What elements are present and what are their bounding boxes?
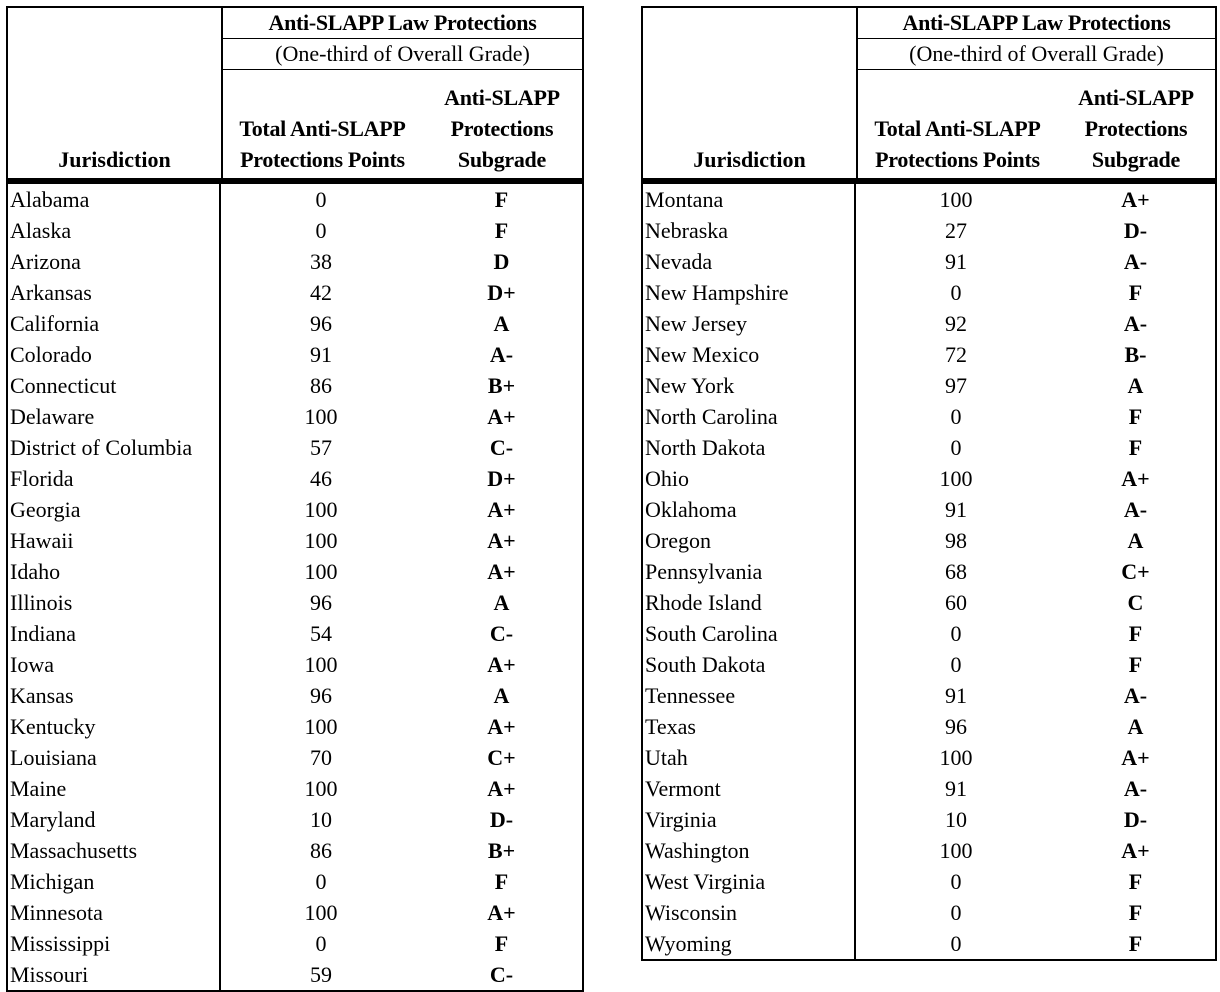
jurisdiction-column-header: Jurisdiction [58,147,171,172]
table-row [8,680,582,711]
table-row [643,804,1215,835]
jurisdiction-cell: Delaware [8,401,221,432]
points-cell: 100 [304,528,338,553]
table-row [8,742,582,773]
jurisdiction-cell: North Dakota [643,432,856,463]
jurisdiction-cell: West Virginia [643,866,856,897]
subgrade-cell: D- [1123,218,1148,243]
table-row [8,308,582,339]
points-cell: 96 [310,311,332,336]
jurisdiction-cell: Alabama [8,184,221,215]
points-cell: 100 [304,714,338,739]
table-row [8,494,582,525]
table-row [8,401,582,432]
table-row [643,742,1215,773]
subgrade-cell: A+ [1121,187,1150,212]
jurisdiction-cell: Texas [643,711,856,742]
subgrade-cell: F [1128,869,1143,894]
jurisdiction-cell: Alaska [8,215,221,246]
subgrade-cell: A- [1123,311,1148,336]
points-cell: 0 [315,869,327,894]
subgrade-cell: A+ [1121,466,1150,491]
table-row [643,556,1215,587]
protections-header-group [856,8,1215,178]
subgrade-cell: D+ [487,280,516,305]
subgrade-cell: A- [489,342,514,367]
table-row [643,463,1215,494]
subgrade-cell: F [1128,900,1143,925]
table-row [643,897,1215,928]
subgrade-cell: F [494,187,509,212]
subgrade-column-header: Anti-SLAPP Protections Subgrade [1078,85,1194,172]
jurisdiction-column-header: Jurisdiction [693,147,806,172]
table-row [643,835,1215,866]
table-row [8,525,582,556]
points-cell: 0 [950,652,962,677]
points-cell: 0 [950,869,962,894]
points-cell: 96 [310,683,332,708]
subgrade-cell: A- [1123,683,1148,708]
points-cell: 0 [950,931,962,956]
subgrade-cell: D+ [487,466,516,491]
jurisdiction-cell: Montana [643,184,856,215]
subgrade-cell: D- [1123,807,1148,832]
jurisdiction-cell: Wisconsin [643,897,856,928]
points-cell: 86 [310,373,332,398]
table-row [8,773,582,804]
points-cell: 68 [945,559,967,584]
group-subtitle: (One-third of Overall Grade) [858,39,1215,70]
points-cell: 0 [950,621,962,646]
table-row [8,866,582,897]
points-cell: 86 [310,838,332,863]
points-cell: 0 [315,931,327,956]
table-row [643,525,1215,556]
points-cell: 97 [945,373,967,398]
table-row [8,370,582,401]
subgrade-cell: D [493,249,510,274]
table-row [643,618,1215,649]
points-cell: 0 [950,404,962,429]
jurisdiction-cell: Missouri [8,959,221,990]
subgrade-cell: F [1128,621,1143,646]
points-column-header: Total Anti-SLAPP Protections Points [874,116,1041,172]
subgrade-cell: F [1128,652,1143,677]
table-row [643,649,1215,680]
subgrade-cell: F [494,218,509,243]
points-cell: 100 [304,559,338,584]
points-cell: 91 [310,342,332,367]
points-cell: 100 [939,466,973,491]
points-cell: 0 [315,218,327,243]
subgrade-cell: A+ [487,528,516,553]
subgrade-cell: F [1128,931,1143,956]
subgrade-cell: A [1127,373,1144,398]
subgrade-cell: A+ [487,714,516,739]
points-cell: 100 [304,404,338,429]
jurisdiction-cell: Maine [8,773,221,804]
points-cell: 100 [304,652,338,677]
points-cell: 91 [945,497,967,522]
points-cell: 100 [304,497,338,522]
grades-table-right [641,6,1217,961]
jurisdiction-cell: Nebraska [643,215,856,246]
table-row [643,711,1215,742]
subgrade-cell: F [1128,280,1143,305]
subgrade-cell: A+ [487,900,516,925]
points-cell: 91 [945,683,967,708]
points-cell: 96 [310,590,332,615]
table-row [8,711,582,742]
jurisdiction-cell: Utah [643,742,856,773]
subgrade-cell: A+ [1121,745,1150,770]
table-row [643,370,1215,401]
subgrade-cell: B+ [487,373,516,398]
points-cell: 27 [945,218,967,243]
jurisdiction-cell: Maryland [8,804,221,835]
points-cell: 72 [945,342,967,367]
table-row [643,401,1215,432]
points-cell: 0 [950,435,962,460]
jurisdiction-cell: New York [643,370,856,401]
subgrade-cell: C [1127,590,1144,615]
table-row [8,246,582,277]
subgrade-cell: A- [1123,776,1148,801]
table-row [643,494,1215,525]
points-cell: 100 [939,745,973,770]
points-cell: 59 [310,962,332,987]
jurisdiction-cell: Illinois [8,587,221,618]
subgrade-cell: A [493,311,510,336]
points-cell: 100 [304,776,338,801]
subgrade-cell: A- [1123,497,1148,522]
points-cell: 60 [945,590,967,615]
subgrade-cell: A+ [487,559,516,584]
points-cell: 70 [310,745,332,770]
table-row [643,680,1215,711]
table-row [8,804,582,835]
table-header [643,8,1215,178]
table-row [643,773,1215,804]
jurisdiction-cell: Oregon [643,525,856,556]
subgrade-cell: A- [1123,249,1148,274]
jurisdiction-cell: Washington [643,835,856,866]
table-row [643,432,1215,463]
subgrade-cell: C+ [487,745,516,770]
jurisdiction-cell: Connecticut [8,370,221,401]
table-row [8,649,582,680]
points-cell: 57 [310,435,332,460]
table-row [8,835,582,866]
subgrade-cell: C- [489,621,514,646]
jurisdiction-cell: Oklahoma [643,494,856,525]
table-row [8,463,582,494]
subgrade-cell: A+ [1121,838,1150,863]
points-cell: 0 [950,280,962,305]
subgrade-cell: F [1128,404,1143,429]
subgrade-cell: A+ [487,652,516,677]
table-row [8,277,582,308]
table-row [643,246,1215,277]
jurisdiction-cell: North Carolina [643,401,856,432]
jurisdiction-cell: New Mexico [643,339,856,370]
table-body [8,184,582,990]
points-cell: 100 [939,838,973,863]
jurisdiction-cell: Kansas [8,680,221,711]
table-row [643,928,1215,959]
points-cell: 91 [945,249,967,274]
jurisdiction-cell: Tennessee [643,680,856,711]
subgrade-cell: F [494,869,509,894]
group-title: Anti-SLAPP Law Protections [858,8,1215,39]
jurisdiction-cell: Wyoming [643,928,856,959]
points-cell: 100 [304,900,338,925]
jurisdiction-cell: South Dakota [643,649,856,680]
points-cell: 38 [310,249,332,274]
points-cell: 100 [939,187,973,212]
protections-header-group [221,8,582,178]
points-cell: 91 [945,776,967,801]
points-cell: 0 [950,900,962,925]
table-row [8,184,582,215]
jurisdiction-cell: Minnesota [8,897,221,928]
subgrade-cell: C- [489,962,514,987]
jurisdiction-cell: South Carolina [643,618,856,649]
table-row [8,556,582,587]
jurisdiction-cell: Arizona [8,246,221,277]
table-row [643,215,1215,246]
jurisdiction-cell: Rhode Island [643,587,856,618]
jurisdiction-cell: Colorado [8,339,221,370]
table-row [643,587,1215,618]
jurisdiction-cell: Kentucky [8,711,221,742]
jurisdiction-cell: Ohio [643,463,856,494]
table-row [8,897,582,928]
jurisdiction-cell: Arkansas [8,277,221,308]
subgrade-cell: F [1128,435,1143,460]
points-cell: 0 [315,187,327,212]
subgrade-cell: A [1127,714,1144,739]
subgrade-cell: C- [489,435,514,460]
table-row [8,339,582,370]
jurisdiction-cell: New Jersey [643,308,856,339]
jurisdiction-cell: Hawaii [8,525,221,556]
jurisdiction-cell: Virginia [643,804,856,835]
points-cell: 96 [945,714,967,739]
points-cell: 46 [310,466,332,491]
jurisdiction-cell: Pennsylvania [643,556,856,587]
jurisdiction-cell: Vermont [643,773,856,804]
jurisdiction-cell: Florida [8,463,221,494]
group-title: Anti-SLAPP Law Protections [223,8,582,39]
grades-table-left [6,6,584,992]
table-row [643,184,1215,215]
jurisdiction-cell: Michigan [8,866,221,897]
jurisdiction-cell: Indiana [8,618,221,649]
group-subtitle: (One-third of Overall Grade) [223,39,582,70]
subgrade-cell: B+ [487,838,516,863]
table-row [8,587,582,618]
jurisdiction-cell: Nevada [643,246,856,277]
jurisdiction-cell: Louisiana [8,742,221,773]
table-row [8,618,582,649]
subgrade-cell: A+ [487,497,516,522]
subgrade-cell: A [1127,528,1144,553]
subgrade-cell: A [493,590,510,615]
points-cell: 10 [310,807,332,832]
subgrade-cell: A [493,683,510,708]
points-cell: 54 [310,621,332,646]
table-row [643,339,1215,370]
table-row [8,215,582,246]
subgrade-cell: C+ [1121,559,1150,584]
subgrade-cell: A+ [487,404,516,429]
table-row [643,277,1215,308]
subgrade-cell: F [494,931,509,956]
table-body [643,184,1215,959]
jurisdiction-cell: New Hampshire [643,277,856,308]
table-row [8,432,582,463]
table-row [643,308,1215,339]
points-cell: 42 [310,280,332,305]
points-cell: 92 [945,311,967,336]
points-cell: 10 [945,807,967,832]
jurisdiction-cell: Idaho [8,556,221,587]
jurisdiction-cell: Mississippi [8,928,221,959]
jurisdiction-cell: Massachusetts [8,835,221,866]
points-column-header: Total Anti-SLAPP Protections Points [239,116,406,172]
table-header [8,8,582,178]
jurisdiction-cell: District of Columbia [8,432,221,463]
subgrade-cell: A+ [487,776,516,801]
table-row [643,866,1215,897]
table-row [8,959,582,990]
subgrade-column-header: Anti-SLAPP Protections Subgrade [444,85,560,172]
jurisdiction-cell: Iowa [8,649,221,680]
subgrade-cell: B- [1124,342,1147,367]
jurisdiction-cell: Georgia [8,494,221,525]
points-cell: 98 [945,528,967,553]
table-row [8,928,582,959]
subgrade-cell: D- [489,807,514,832]
jurisdiction-cell: California [8,308,221,339]
